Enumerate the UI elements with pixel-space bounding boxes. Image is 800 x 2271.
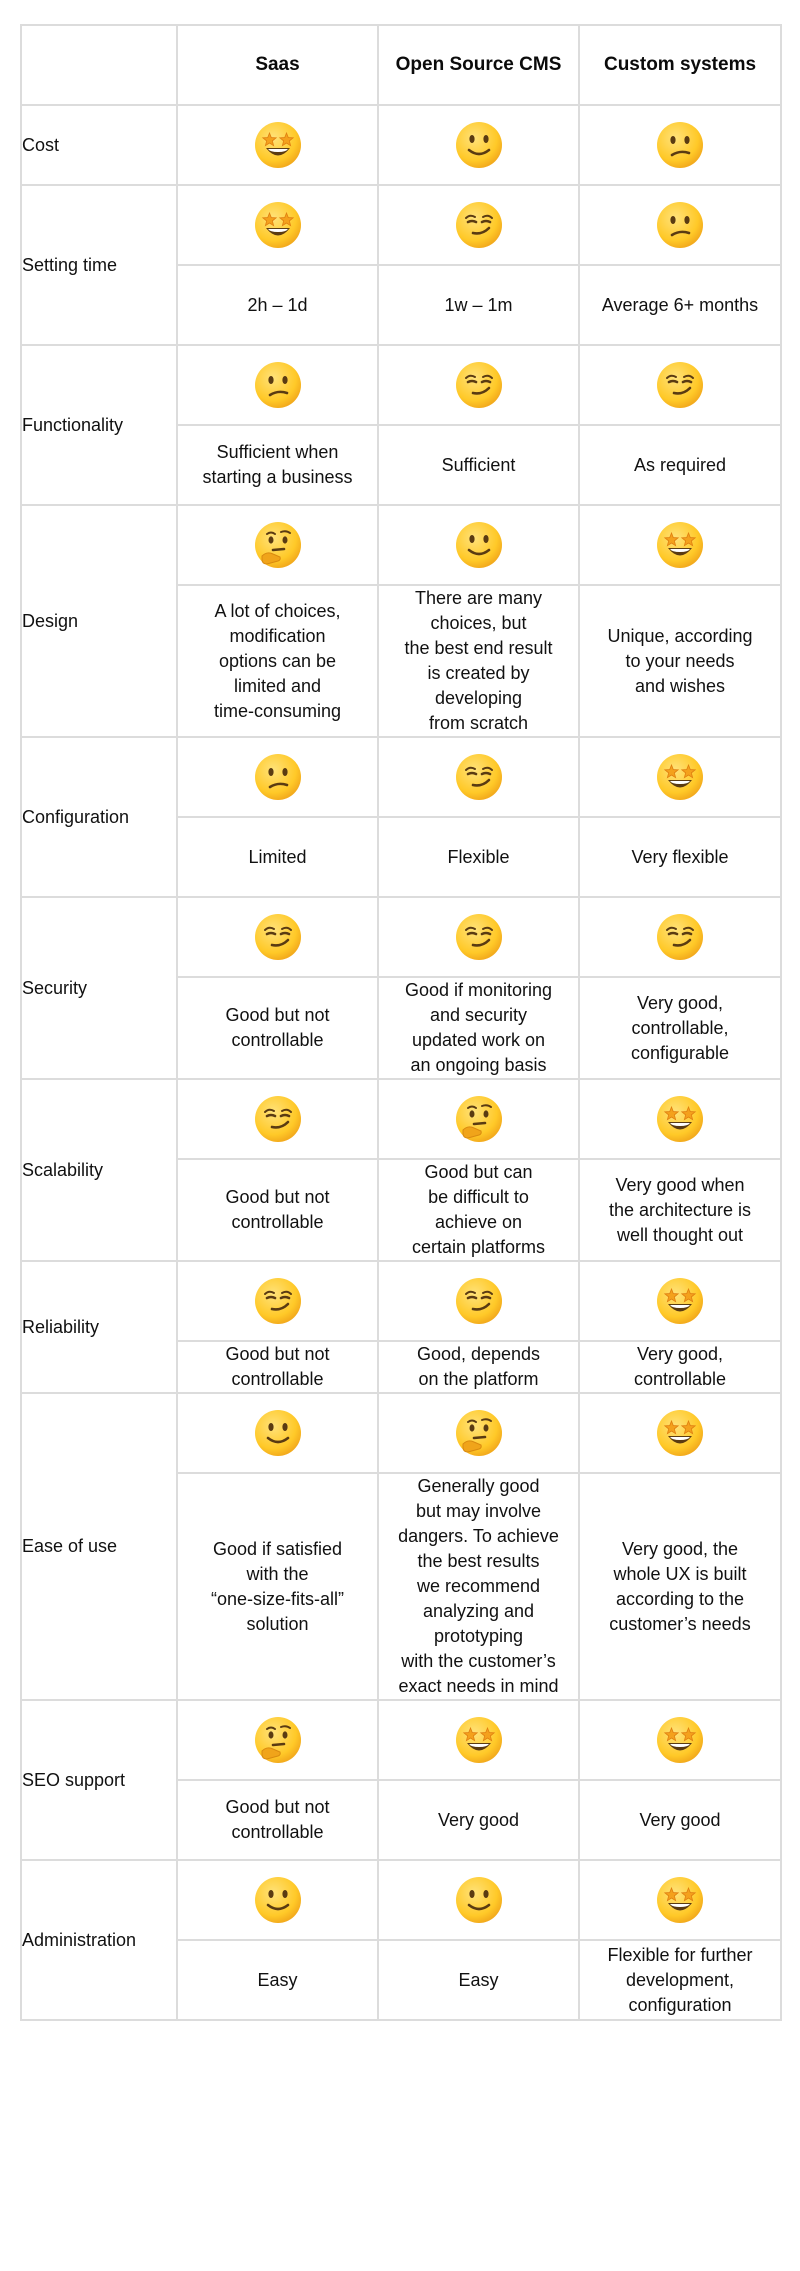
emoji-cell	[579, 1393, 781, 1473]
emoji-cell	[378, 897, 579, 977]
thinking-face-icon	[454, 1408, 504, 1458]
detail-text: Average 6+ months	[579, 265, 781, 345]
thinking-face-icon	[253, 1715, 303, 1765]
smirking-face-icon	[454, 912, 504, 962]
row-configuration	[21, 737, 781, 817]
row-design	[21, 505, 781, 585]
emoji-cell	[177, 185, 378, 265]
comparison-table	[20, 24, 782, 2021]
smirking-face-icon	[253, 1094, 303, 1144]
emoji-cell	[378, 345, 579, 425]
emoji-cell	[177, 1393, 378, 1473]
emoji-cell	[579, 1700, 781, 1780]
detail-text: Very good when the architecture is well thought out	[579, 1159, 781, 1261]
slightly-smiling-face-icon	[253, 1875, 303, 1925]
slightly-smiling-face-icon	[454, 1875, 504, 1925]
detail-text: 2h – 1d	[177, 265, 378, 345]
row-label: Design	[21, 505, 177, 737]
detail-text: Very good	[579, 1780, 781, 1860]
row-label: Administration	[21, 1860, 177, 2020]
emoji-cell	[378, 1393, 579, 1473]
smirking-face-icon	[655, 360, 705, 410]
row-label: Security	[21, 897, 177, 1079]
row-security	[21, 897, 781, 977]
row-cost	[21, 105, 781, 185]
row-label: Configuration	[21, 737, 177, 897]
emoji-cell	[378, 1700, 579, 1780]
header-row	[21, 25, 781, 105]
detail-text: Flexible	[378, 817, 579, 897]
detail-text: Flexible for further development, configuration	[579, 1940, 781, 2020]
slightly-smiling-face-icon	[454, 520, 504, 570]
emoji-cell	[579, 505, 781, 585]
header-saas: Saas	[177, 25, 378, 105]
detail-text: There are many choices, but the best end result is created by developing from scratch	[378, 585, 579, 737]
smirking-face-icon	[253, 912, 303, 962]
confused-face-icon	[253, 752, 303, 802]
row-label: Cost	[21, 105, 177, 185]
emoji-cell	[378, 1079, 579, 1159]
header-corner-cell	[21, 25, 177, 105]
emoji-cell	[579, 185, 781, 265]
detail-text: Good but not controllable	[177, 977, 378, 1079]
emoji-cell	[177, 1700, 378, 1780]
detail-text: Good if satisfied with the “one-size-fits-all” solution	[177, 1473, 378, 1700]
emoji-cell	[378, 737, 579, 817]
row-scalability	[21, 1079, 781, 1159]
header-custom-systems: Custom systems	[579, 25, 781, 105]
detail-text: Good if monitoring and security updated work on an ongoing basis	[378, 977, 579, 1079]
detail-text: Very good, controllable	[579, 1341, 781, 1393]
emoji-cell	[177, 1860, 378, 1940]
detail-text: Very good, controllable, configurable	[579, 977, 781, 1079]
detail-text: Very flexible	[579, 817, 781, 897]
confused-face-icon	[655, 120, 705, 170]
emoji-cell	[177, 1079, 378, 1159]
smirking-face-icon	[253, 1276, 303, 1326]
row-label: Functionality	[21, 345, 177, 505]
detail-text: Generally good but may involve dangers. To achieve the best results we recommend analyzing and prototyping with the customer’s exact needs in mind	[378, 1473, 579, 1700]
detail-text: Sufficient	[378, 425, 579, 505]
detail-text: Good but not controllable	[177, 1341, 378, 1393]
smirking-face-icon	[655, 912, 705, 962]
detail-text: Easy	[378, 1940, 579, 2020]
emoji-cell	[378, 505, 579, 585]
detail-text: Limited	[177, 817, 378, 897]
star-struck-face-icon	[655, 1875, 705, 1925]
star-struck-face-icon	[655, 1094, 705, 1144]
star-struck-face-icon	[655, 1715, 705, 1765]
thinking-face-icon	[454, 1094, 504, 1144]
emoji-cell	[177, 345, 378, 425]
star-struck-face-icon	[655, 520, 705, 570]
confused-face-icon	[655, 200, 705, 250]
slightly-smiling-face-icon	[454, 120, 504, 170]
row-seo-support	[21, 1700, 781, 1780]
star-struck-face-icon	[253, 200, 303, 250]
row-label: Ease of use	[21, 1393, 177, 1700]
detail-text: Good but not controllable	[177, 1780, 378, 1860]
row-label: Scalability	[21, 1079, 177, 1261]
emoji-cell	[579, 1261, 781, 1341]
detail-text: Good, depends on the platform	[378, 1341, 579, 1393]
detail-text: 1w – 1m	[378, 265, 579, 345]
detail-text: Easy	[177, 1940, 378, 2020]
emoji-cell	[579, 897, 781, 977]
row-label: Reliability	[21, 1261, 177, 1393]
star-struck-face-icon	[454, 1715, 504, 1765]
star-struck-face-icon	[655, 1408, 705, 1458]
emoji-cell	[378, 185, 579, 265]
emoji-cell	[177, 105, 378, 185]
smirking-face-icon	[454, 360, 504, 410]
row-setting-time	[21, 185, 781, 265]
confused-face-icon	[253, 360, 303, 410]
emoji-cell	[378, 1860, 579, 1940]
row-label: SEO support	[21, 1700, 177, 1860]
star-struck-face-icon	[655, 1276, 705, 1326]
emoji-cell	[378, 105, 579, 185]
smirking-face-icon	[454, 752, 504, 802]
row-administration	[21, 1860, 781, 1940]
row-reliability	[21, 1261, 781, 1341]
emoji-cell	[579, 1860, 781, 1940]
detail-text: Good but not controllable	[177, 1159, 378, 1261]
emoji-cell	[579, 105, 781, 185]
detail-text: Unique, according to your needs and wishes	[579, 585, 781, 737]
emoji-cell	[579, 737, 781, 817]
detail-text: A lot of choices, modification options can be limited and time-consuming	[177, 585, 378, 737]
detail-text: Very good, the whole UX is built according to the customer’s needs	[579, 1473, 781, 1700]
emoji-cell	[378, 1261, 579, 1341]
detail-text: As required	[579, 425, 781, 505]
star-struck-face-icon	[655, 752, 705, 802]
detail-text: Very good	[378, 1780, 579, 1860]
emoji-cell	[177, 737, 378, 817]
row-label: Setting time	[21, 185, 177, 345]
emoji-cell	[579, 1079, 781, 1159]
detail-text: Good but can be difficult to achieve on certain platforms	[378, 1159, 579, 1261]
emoji-cell	[177, 1261, 378, 1341]
row-functionality	[21, 345, 781, 425]
slightly-smiling-face-icon	[253, 1408, 303, 1458]
smirking-face-icon	[454, 200, 504, 250]
emoji-cell	[579, 345, 781, 425]
emoji-cell	[177, 505, 378, 585]
detail-text: Sufficient when starting a business	[177, 425, 378, 505]
thinking-face-icon	[253, 520, 303, 570]
emoji-cell	[177, 897, 378, 977]
smirking-face-icon	[454, 1276, 504, 1326]
header-open-source-cms: Open Source CMS	[378, 25, 579, 105]
star-struck-face-icon	[253, 120, 303, 170]
row-ease-of-use	[21, 1393, 781, 1473]
